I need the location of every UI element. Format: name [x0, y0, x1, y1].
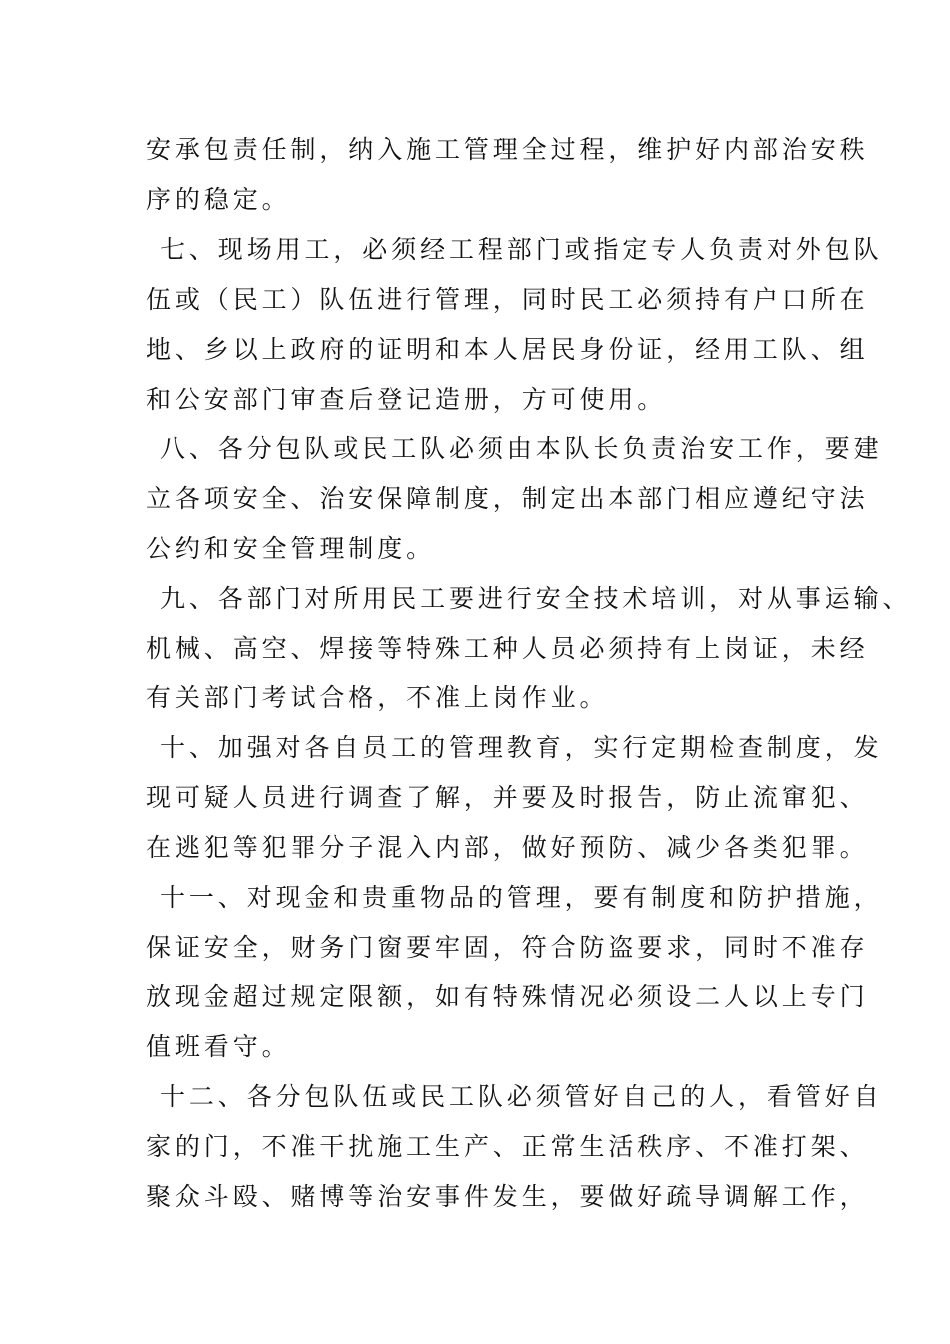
paragraph-8-start: 八、各分包队或民工队必须由本队长负责治安工作，要建 — [160, 434, 883, 463]
text-line: 公约和安全管理制度。 — [146, 534, 436, 563]
text-line: 值班看守。 — [146, 1032, 291, 1061]
text-line: 和公安部门审查后登记造册，方可使用。 — [146, 385, 667, 414]
text-line: 安承包责任制，纳入施工管理全过程，维护好内部治安秩 — [146, 135, 869, 164]
paragraph-7-start: 七、现场用工，必须经工程部门或指定专人负责对外包队 — [160, 235, 883, 264]
text-line: 家的门，不准干扰施工生产、正常生活秩序、不准打架、 — [146, 1132, 869, 1161]
text-line: 序的稳定。 — [146, 185, 291, 214]
text-line: 机械、高空、焊接等特殊工种人员必须持有上岗证，未经 — [146, 634, 869, 663]
text-line: 有关部门考试合格，不准上岗作业。 — [146, 683, 609, 712]
text-line: 保证安全，财务门窗要牢固，符合防盗要求，同时不准存 — [146, 933, 869, 962]
text-line: 伍或（民工）队伍进行管理，同时民工必须持有户口所在 — [146, 285, 869, 314]
paragraph-10-start: 十、加强对各自员工的管理教育，实行定期检查制度，发 — [160, 733, 883, 762]
text-line: 立各项安全、治安保障制度，制定出本部门相应遵纪守法 — [146, 484, 869, 513]
text-line: 放现金超过规定限额，如有特殊情况必须设二人以上专门 — [146, 982, 869, 1011]
paragraph-9-start: 九、各部门对所用民工要进行安全技术培训，对从事运输、 — [160, 584, 912, 613]
paragraph-11-start: 十一、对现金和贵重物品的管理，要有制度和防护措施， — [160, 883, 883, 912]
text-line: 在逃犯等犯罪分子混入内部，做好预防、减少各类犯罪。 — [146, 833, 869, 862]
text-line: 现可疑人员进行调查了解，并要及时报告，防止流窜犯、 — [146, 783, 869, 812]
text-line: 地、乡以上政府的证明和本人居民身份证，经用工队、组 — [146, 335, 869, 364]
paragraph-12-start: 十二、各分包队伍或民工队必须管好自己的人，看管好自 — [160, 1082, 883, 1111]
text-line: 聚众斗殴、赌博等治安事件发生，要做好疏导调解工作， — [146, 1182, 869, 1211]
